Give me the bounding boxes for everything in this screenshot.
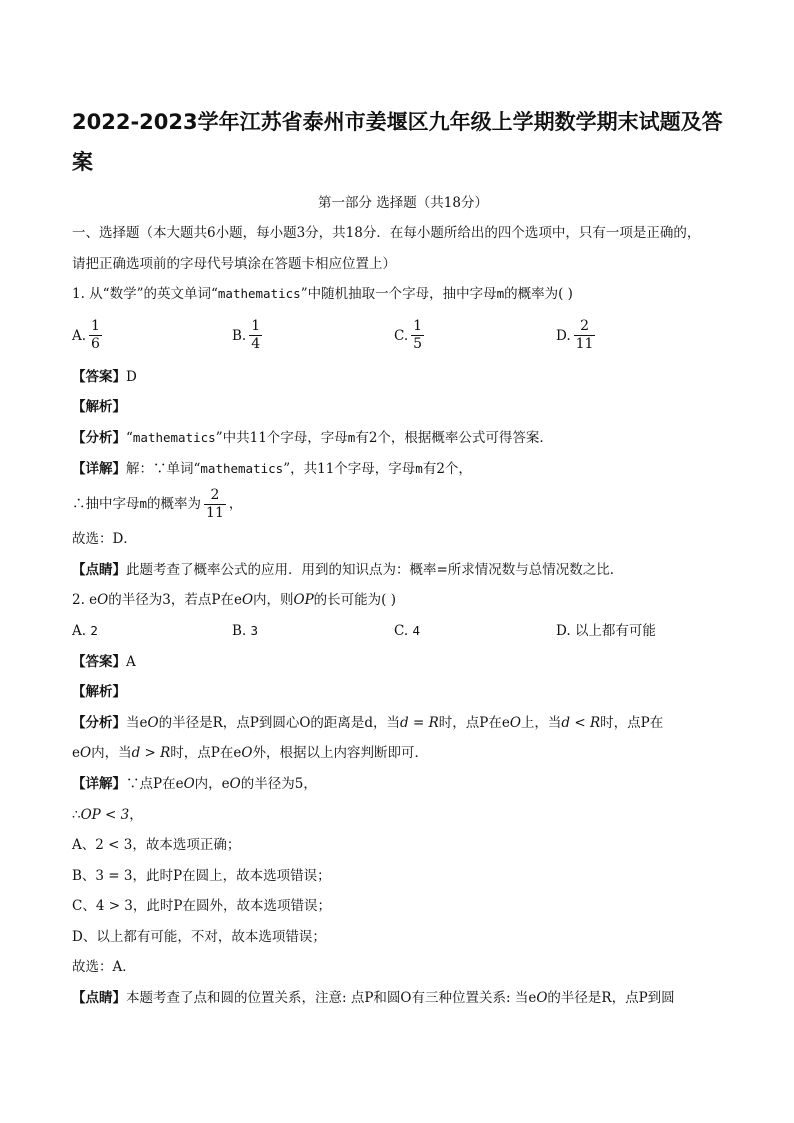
q2-fenxi-line-1: 【分析】当eO的半径是R，点P到圆心O的距离是d，当d = R时，点P在eO上，当d < R时，点P在	[72, 714, 664, 731]
q1-options	[72, 310, 734, 362]
q2-option-a: A. 2	[72, 622, 98, 639]
q1-answer: 【答案】D	[72, 368, 137, 385]
q2-dianjing: 【点睛】本题考查了点和圆的位置关系，注意: 点P和圆O有三种位置关系: 当eO的半径是R，点P到圆	[72, 990, 675, 1007]
title-line-1: 2022-2023学年江苏省泰州市姜堰区九年级上学期数学期末试题及答	[72, 110, 723, 134]
q2-option-d: D. 以上都有可能	[556, 622, 656, 639]
instructions-line-1: 一、选择题（本大题共6小题，每小题3分，共18分．在每小题所给出的四个选项中，只有一项是正确的，	[72, 225, 701, 241]
fraction: $\frac{2}{11}$	[575, 318, 594, 353]
section-heading: 第一部分 选择题（共18分）	[318, 195, 488, 211]
q2-therefore: ∴OP < 3，	[72, 806, 143, 823]
q1-option-c	[394, 318, 556, 353]
fraction: $\frac{1}{6}$	[91, 318, 100, 353]
q1-stem: 1. 从“数学”的英文单词“mathematics”中随机抽取一个字母，抽中字母m的概率为( )	[72, 286, 573, 303]
fraction: $\frac{2}{11}$	[206, 487, 224, 522]
q2-choose: 故选：A．	[72, 959, 136, 976]
q1-option-b	[232, 318, 394, 353]
q1-therefore: ∴抽中字母m的概率为 $\frac{2}{11}$ ，	[72, 487, 243, 522]
q2-stem: 2. eO的半径为3，若点P在eO内，则OP的长可能为( )	[72, 592, 396, 609]
q1-analysis-tag: 【解析】	[72, 399, 126, 416]
q2-options	[72, 616, 734, 647]
q2-line-d: D、以上都有可能，不对，故本选项错误；	[72, 928, 326, 945]
option-letter: C.	[394, 327, 409, 344]
q1-word: mathematics	[217, 286, 301, 302]
fraction: $\frac{1}{5}$	[413, 318, 423, 353]
option-letter: D.	[556, 327, 571, 344]
instructions-line-2: 请把正确选项前的字母代号填涂在答题卡相应位置上）	[72, 255, 396, 272]
q1-xiangjie: 【详解】解：∵单词“mathematics”，共11个字母，字母m有2个，	[72, 460, 472, 477]
option-letter: A.	[72, 327, 87, 344]
fraction: $\frac{1}{4}$	[251, 318, 261, 353]
q2-answer: 【答案】A	[72, 653, 136, 670]
q2-fenxi-line-2: eO内，当d > R时，点P在eO外，根据以上内容判断即可．	[72, 745, 428, 762]
q1-option-a	[72, 318, 232, 353]
q2-option-b: B. 3	[232, 622, 259, 639]
q2-xiangjie: 【详解】∵点P在eO内，eO的半径为5，	[72, 775, 317, 792]
q2-line-a: A、2 < 3，故本选项正确；	[72, 837, 241, 854]
q1-fenxi: 【分析】“mathematics”中共11个字母，字母m有2个，根据概率公式可得答案．	[72, 429, 553, 446]
document-title	[72, 102, 734, 182]
q1-dianjing: 【点睛】此题考查了概率公式的应用．用到的知识点为：概率=所求情况数与总情况数之比．	[72, 561, 624, 578]
title-line-2: 案	[72, 150, 93, 174]
q2-line-c: C、4 > 3，此时P在圆外，故本选项错误；	[72, 898, 331, 915]
q2-analysis-tag: 【解析】	[72, 684, 126, 701]
q2-line-b: B、3 = 3，此时P在圆上，故本选项错误；	[72, 867, 331, 884]
circle-symbol: e	[89, 592, 98, 609]
option-letter: B.	[232, 327, 247, 344]
q2-option-c: C. 4	[394, 622, 420, 639]
q1-choose: 故选：D．	[72, 531, 137, 548]
q1-option-d	[556, 318, 598, 353]
